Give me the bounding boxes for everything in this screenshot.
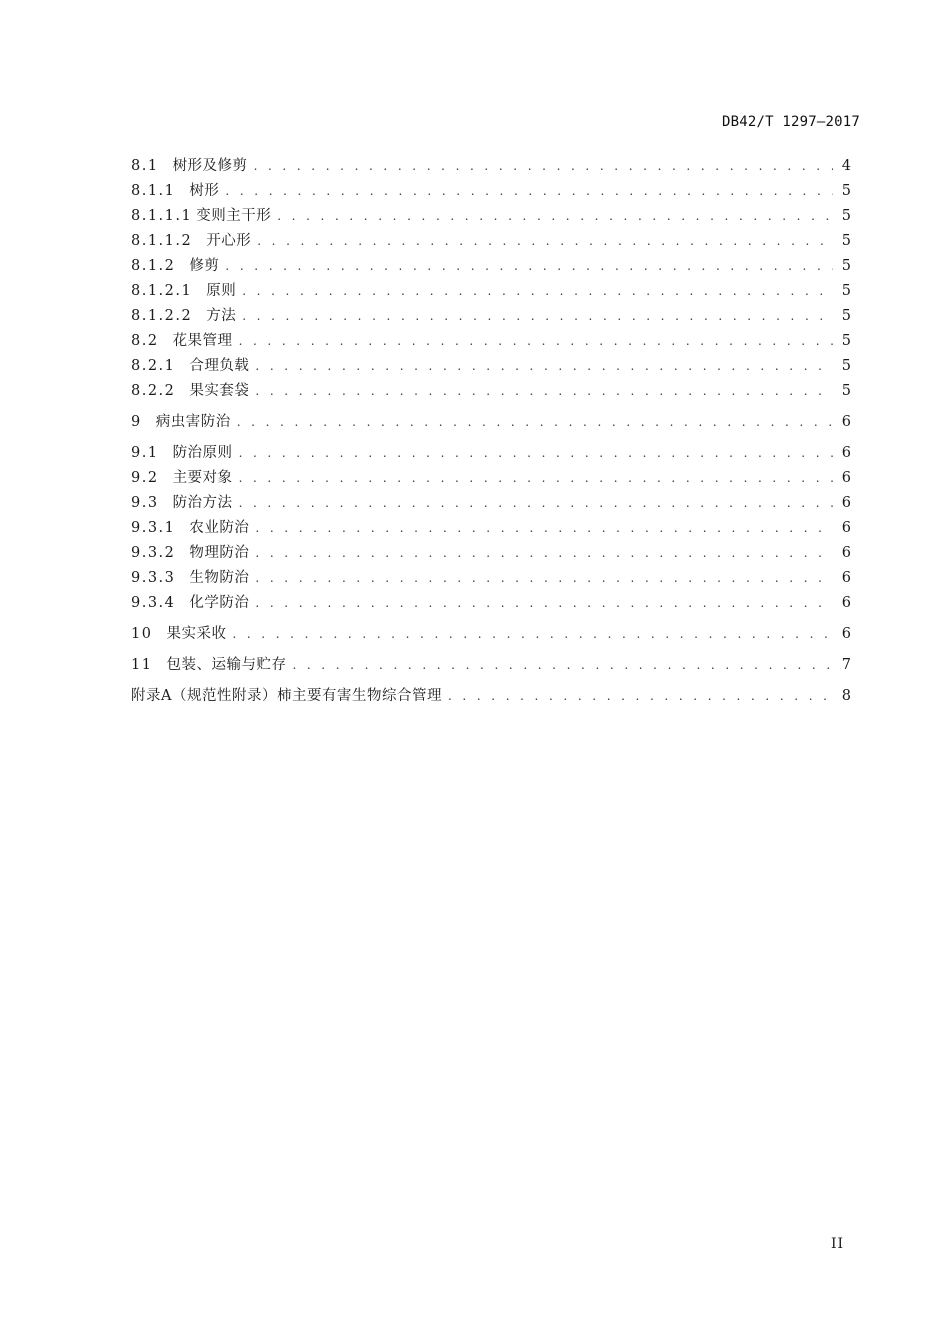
toc-entry-title: 病虫害防治 [155, 414, 231, 430]
toc-leader-dots [225, 179, 833, 204]
toc-entry-number: 9.3.1 [131, 520, 176, 536]
toc-entry-title: 防治方法 [172, 495, 233, 511]
toc-entry-number: 8.1.2 [131, 258, 176, 274]
table-of-contents [131, 154, 851, 709]
toc-entry-number: 8.1.1.1 [131, 208, 193, 224]
toc-entry-title: 花果管理 [172, 333, 233, 349]
toc-entry-page: 6 [841, 495, 851, 511]
toc-entry-page: 5 [841, 258, 851, 274]
page-number: II [830, 1236, 844, 1252]
toc-entry[interactable] [131, 491, 851, 516]
toc-entry-title: 防治原则 [172, 445, 233, 461]
toc-entry-title: 修剪 [189, 258, 220, 274]
toc-entry-page: 5 [841, 383, 851, 399]
toc-entry-title: 农业防治 [189, 520, 250, 536]
toc-entry-number: 11 [131, 657, 153, 673]
toc-entry-title: 原则 [206, 283, 237, 299]
toc-entry-number: 8.1.1.2 [131, 233, 193, 249]
toc-entry-page: 8 [841, 688, 851, 704]
toc-entry[interactable] [131, 254, 851, 279]
toc-entry-page: 6 [841, 545, 851, 561]
toc-leader-dots [239, 466, 833, 491]
toc-entry-page: 5 [841, 183, 851, 199]
toc-entry-number: 8.1.1 [131, 183, 176, 199]
toc-entry-title: 方法 [206, 308, 237, 324]
toc-entry-number: 8.2.2 [131, 383, 176, 399]
toc-entry-title: 树形及修剪 [172, 158, 248, 174]
toc-entry-page: 6 [841, 414, 851, 430]
toc-entry-page: 6 [841, 520, 851, 536]
toc-leader-dots [255, 566, 833, 591]
toc-entry-title: 果实套袋 [189, 383, 250, 399]
toc-entry-number: 9.3 [131, 495, 159, 511]
toc-entry[interactable] [131, 179, 851, 204]
toc-entry-number: 8.1.2.1 [131, 283, 193, 299]
toc-entry-title: 变则主干形 [196, 208, 272, 224]
toc-leader-dots [239, 329, 833, 354]
toc-entry-title: 树形 [189, 183, 220, 199]
toc-entry[interactable] [131, 304, 851, 329]
toc-entry-page: 5 [841, 333, 851, 349]
toc-entry-page: 6 [841, 445, 851, 461]
toc-entry[interactable] [131, 329, 851, 354]
toc-entry[interactable] [131, 379, 851, 404]
toc-leader-dots [225, 254, 833, 279]
toc-entry-number: 9.2 [131, 470, 159, 486]
toc-leader-dots [292, 653, 833, 678]
toc-entry[interactable] [131, 541, 851, 566]
toc-entry[interactable] [131, 466, 851, 491]
toc-entry-number: 8.2 [131, 333, 159, 349]
toc-entry[interactable] [131, 279, 851, 304]
toc-entry-page: 6 [841, 626, 851, 642]
toc-entry[interactable] [131, 622, 851, 647]
toc-entry-number: 9.3.3 [131, 570, 176, 586]
toc-entry-number: 8.1 [131, 158, 159, 174]
toc-entry[interactable] [131, 516, 851, 541]
toc-entry-page: 6 [841, 595, 851, 611]
toc-entry-number: 9 [131, 414, 142, 430]
toc-entry-number: 9.3.4 [131, 595, 176, 611]
toc-entry-number: 8.1.2.2 [131, 308, 193, 324]
toc-entry-page: 7 [841, 657, 851, 673]
toc-leader-dots [255, 591, 833, 616]
toc-entry-number: 10 [131, 626, 153, 642]
toc-leader-dots [255, 379, 833, 404]
toc-entry-title: 生物防治 [189, 570, 250, 586]
toc-leader-dots [255, 354, 833, 379]
toc-leader-dots [242, 304, 833, 329]
toc-leader-dots [277, 204, 833, 229]
toc-entry-page: 5 [841, 283, 851, 299]
toc-leader-dots [239, 491, 833, 516]
toc-leader-dots [255, 516, 833, 541]
toc-entry[interactable] [131, 566, 851, 591]
toc-entry-title: 包装、运输与贮存 [166, 657, 287, 673]
toc-leader-dots [448, 684, 833, 709]
toc-entry-page: 5 [841, 358, 851, 374]
document-code: DB42/T 1297—2017 [721, 114, 860, 130]
toc-entry-number: 8.2.1 [131, 358, 176, 374]
toc-entry-page: 5 [841, 308, 851, 324]
toc-entry-title: 物理防治 [189, 545, 250, 561]
toc-entry-title: 合理负载 [189, 358, 250, 374]
toc-entry[interactable] [131, 410, 851, 435]
toc-entry-number: 9.1 [131, 445, 159, 461]
toc-entry-page: 4 [841, 158, 851, 174]
toc-leader-dots [237, 410, 833, 435]
toc-entry-page: 5 [841, 233, 851, 249]
toc-entry[interactable] [131, 204, 851, 229]
toc-entry-title: 主要对象 [172, 470, 233, 486]
toc-leader-dots [257, 229, 833, 254]
toc-entry[interactable] [131, 441, 851, 466]
toc-leader-dots [239, 441, 833, 466]
toc-entry[interactable] [131, 229, 851, 254]
toc-leader-dots [254, 154, 833, 179]
toc-entry-title: 果实采收 [166, 626, 227, 642]
toc-leader-dots [242, 279, 833, 304]
toc-entry-title: 附录A（规范性附录）柿主要有害生物综合管理 [131, 688, 442, 704]
toc-entry-page: 5 [841, 208, 851, 224]
toc-entry[interactable] [131, 591, 851, 616]
toc-entry-appendix[interactable] [131, 684, 851, 709]
toc-entry-page: 6 [841, 570, 851, 586]
toc-entry-title: 开心形 [206, 233, 252, 249]
toc-entry-number: 9.3.2 [131, 545, 176, 561]
toc-entry[interactable] [131, 354, 851, 379]
toc-leader-dots [255, 541, 833, 566]
toc-entry[interactable] [131, 154, 851, 179]
toc-entry-title: 化学防治 [189, 595, 250, 611]
toc-entry-page: 6 [841, 470, 851, 486]
toc-leader-dots [232, 622, 833, 647]
toc-entry[interactable] [131, 653, 851, 678]
